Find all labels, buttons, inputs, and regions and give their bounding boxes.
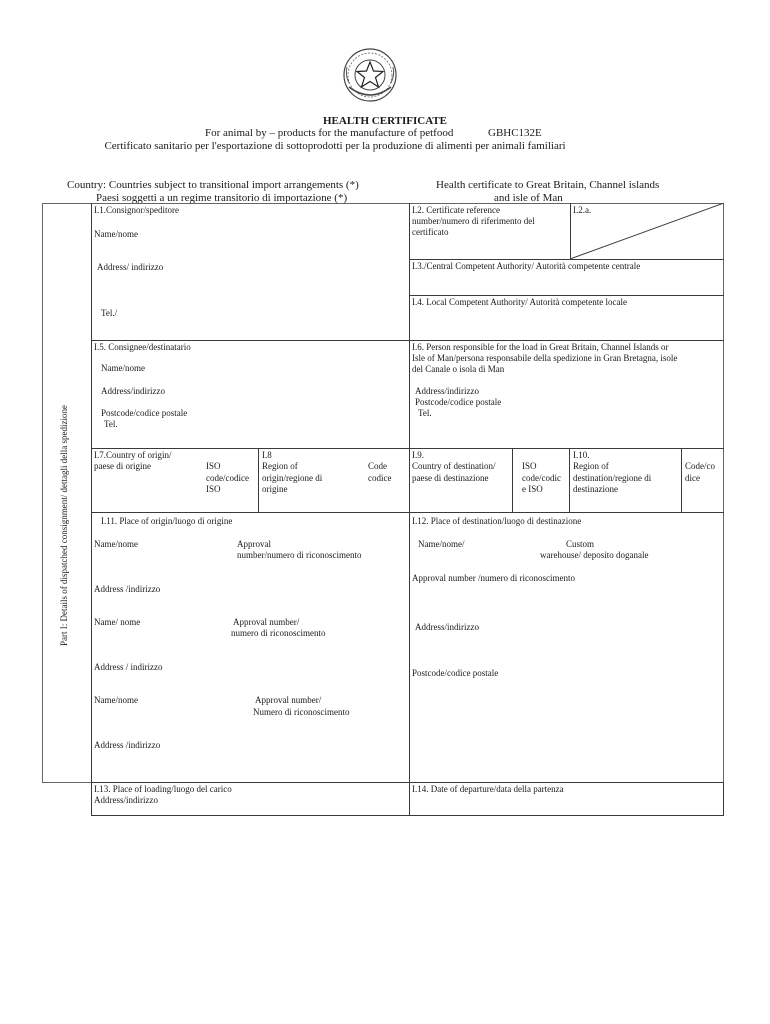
local-authority-label: I.4. Local Competent Authority/ Autorità competente locale [412,297,627,307]
origin-region-label-4: origine [262,484,288,494]
consignee-name: Name/nome [101,363,145,373]
responsible-address: Address/indirizzo [415,386,479,396]
consignee-label: I.5. Consignee/destinatario [94,342,191,352]
hline-after-consignor [91,340,724,341]
ref-label-2: number/numero di riferimento del [412,216,535,226]
place-origin-approval-1a: Approval [237,539,271,549]
place-dest-name: Name/nome/ [418,539,465,549]
origin-region-label-3: origin/regione di [262,473,323,483]
certificate-code: GBHC132E [488,127,542,139]
loading-address: Address/indirizzo [94,795,158,805]
ref-2a-label: I.2.a. [573,205,592,215]
responsible-postcode: Postcode/codice postale [415,397,502,407]
consignor-name: Name/nome [94,229,138,239]
dest-country-label-3: paese di destinazione [412,473,489,483]
country-line-1: Country: Countries subject to transitional import arrangements (*) [67,179,359,191]
dest-region-label-4: destinazione [573,484,618,494]
central-authority-label: I.3./Central Competent Authority/ Autorità competente centrale [412,261,641,271]
dest-iso-divider [512,448,513,512]
dest-iso-2: code/codic [522,473,561,483]
italian-emblem-logo [341,47,399,103]
responsible-label-1: I.6. Person responsible for the load in Great Britain, Channel Islands or [412,342,669,352]
place-origin-address-3: Address /indirizzo [94,740,161,750]
origin-region-divider [258,448,259,512]
place-dest-postcode: Postcode/codice postale [412,668,499,678]
dest-code-1: Code/co [685,461,715,471]
hc-line-1: Health certificate to Great Britain, Channel islands [436,179,660,191]
place-origin-approval-2a: Approval number/ [233,617,300,627]
consignor-tel: Tel./ [101,308,118,318]
dest-region-divider [569,448,570,512]
hline-bottom [91,815,724,816]
part-one-inner-divider [91,203,92,815]
hline-loading [91,782,724,783]
place-origin-name-1: Name/nome [94,539,138,549]
dest-country-label-2: Country of destination/ [412,461,496,471]
dest-code-2: dice [685,473,700,483]
place-dest-label: I.12. Place of destination/luogo di destinazione [412,516,582,526]
part-one-frame [42,203,724,783]
loading-label: I.13. Place of loading/luogo del carico [94,784,232,794]
place-dest-custom-2: warehouse/ deposito doganale [540,550,649,560]
origin-code-1: Code [368,461,387,471]
origin-code-2: codice [368,473,392,483]
departure-label: I.14. Date of departure/data della partenza [412,784,564,794]
origin-country-label-2: paese di origine [94,461,151,471]
hline-after-origin [91,512,724,513]
place-dest-approval: Approval number /numero di riconoscimento [412,573,575,583]
responsible-tel: Tel. [418,408,432,418]
dest-country-label-1: I.9. [412,450,424,460]
ref-label-1: I.2. Certificate reference [412,205,500,215]
consignor-label: I.1.Consignor/speditore [94,205,179,215]
dest-region-label-3: destination/regione di [573,473,652,483]
origin-iso-3: ISO [206,484,221,494]
origin-country-label-1: I.7.Country of origin/ [94,450,172,460]
part-one-side-label: Part I: Details of dispatched consignment/ dettagli della spedizione [59,405,69,646]
dest-region-label-2: Region of [573,461,609,471]
hline-i4 [409,295,724,296]
place-origin-name-2: Name/ nome [94,617,141,627]
certificate-title: HEALTH CERTIFICATE [322,115,447,127]
place-origin-approval-3b: Numero di riconoscimento [253,707,350,717]
dest-code-divider [681,448,682,512]
hline-i3 [409,259,724,260]
ref-label-3: certificato [412,227,449,237]
origin-iso-2: code/codice [206,473,249,483]
country-line-2: Paesi soggetti a un regime transitorio di importazione (*) [96,192,348,204]
dest-region-label-1: I.10. [573,450,590,460]
place-origin-name-3: Name/nome [94,695,138,705]
consignee-tel: Tel. [104,419,118,429]
subtitle-en: For animal by – products for the manufacture of petfood [205,127,454,139]
consignee-postcode: Postcode/codice postale [101,408,188,418]
subtitle-it: Certificato sanitario per l'esportazione di sottoprodotti per la produzione di alimenti per animali familiari [104,140,566,152]
hline-after-consignee [91,448,724,449]
ref-2a-diagonal [570,203,724,259]
dest-iso-1: ISO [522,461,537,471]
place-dest-custom-1: Custom [566,539,595,549]
place-origin-approval-2b: numero di riconoscimento [231,628,326,638]
origin-region-label-2: Region of [262,461,298,471]
place-origin-address-1: Address /indirizzo [94,584,161,594]
responsible-label-2: Isle of Man/persona responsabile della spedizione in Gran Bretagna, isole [412,353,678,363]
dest-iso-3: e ISO [522,484,543,494]
hc-line-2: and isle of Man [494,192,563,204]
consignee-address: Address/indirizzo [101,386,165,396]
origin-iso-1: ISO [206,461,221,471]
right-edge-lower [723,782,724,815]
place-origin-label: I.11. Place of origin/luogo di origine [101,516,233,526]
place-dest-address: Address/indirizzo [415,622,479,632]
place-origin-approval-3a: Approval number/ [255,695,322,705]
origin-region-label-1: I.8 [262,450,272,460]
place-origin-approval-1b: number/numero di riconoscimento [237,550,362,560]
responsible-label-3: del Canale o isola di Man [412,364,505,374]
consignor-address: Address/ indirizzo [97,262,164,272]
place-origin-address-2: Address / indirizzo [94,662,163,672]
